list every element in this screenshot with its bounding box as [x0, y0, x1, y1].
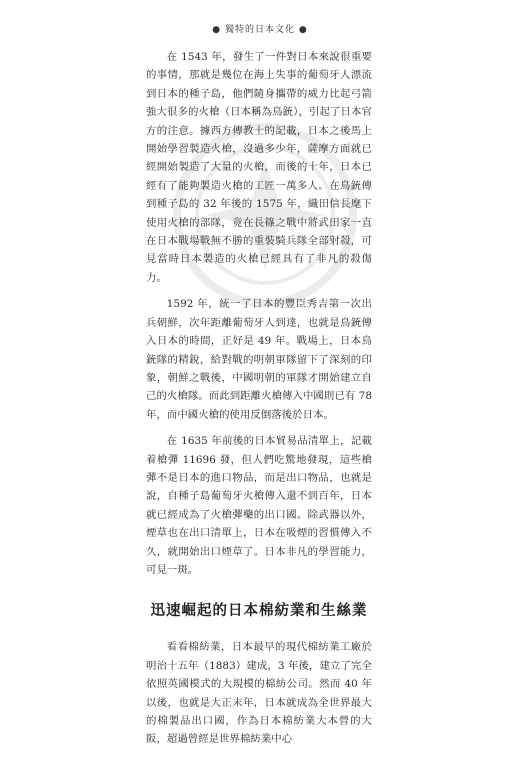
page-content: [146, 48, 372, 757]
running-header: ● 獨特的日本文化 ●: [212, 25, 308, 35]
paragraph-1: 在 1543 年，發生了一件對日本來說很重要的事情，那就是幾位在海上失事的葡萄牙人漂流到日本的種子島，他們隨身攜帶的威力比起弓箭強大很多的火槍（日本稱為鳥銃），引起了日本官方的注意。據西方傳教士的記載，日本之後馬上開始學習製造火槍，沒過多少年，薩摩方面就已經開始製造了大量的火槍，而後的十年，日本已經有了能夠製造火槍的工匠一萬多人。在鳥銃傳到種子島的 32 年後的 1575 年，織田信長麾下使用火槍的部隊，竟在長篠之戰中將武田家一直在日本戰場戰無不勝的重裝騎兵隊全部射殺，可見當時日本製造的火槍已經具有了非凡的殺傷力。: [146, 51, 372, 284]
paragraph-3: 在 1635 年前後的日本貿易品清單上，記載着槍彈 11696 發，但人們吃驚地發現，這些槍彈不是日本的進口物品，而是出口物品，也就是說，自種子島葡萄牙火槍傳入還不到百年，日本就已經成為了火槍彈藥的出口國。除武器以外，煙草也在出口清單上，日本在吸煙的習慣傳入不久，就開始出口煙草了。日本非凡的學習能力，可見一斑。: [146, 435, 372, 576]
section-heading: 迅速崛起的日本棉紡業和生絲業: [150, 602, 368, 620]
paragraph-2: 1592 年，統一了日本的豐臣秀吉第一次出兵朝鮮，次年距離葡萄牙人到達，也就是鳥銃傳入日本的時間，正好是 49 年。戰場上，日本鳥銃隊的精銳，給對戰的明朝軍隊留下了深刻的印象，朝鮮之戰後，中國明朝的軍隊才開始建立自己的火槍隊。而此到距離火槍傳入中國則已有 78 年，而中國火槍的使用反倒落後於日本。: [146, 298, 372, 421]
paragraph-4: 看看棉紡業，日本最早的現代棉紡業工廠於明治十五年（1883）建成，3 年後，建立了完全依照英國模式的大規模的棉紡公司。然而 40 年以後，也就是大正末年，日本就成為全世界最大的棉製品出口國，作為日本棉紡業大本營的大阪，超過曾經是世界棉紡業中心: [146, 641, 372, 746]
